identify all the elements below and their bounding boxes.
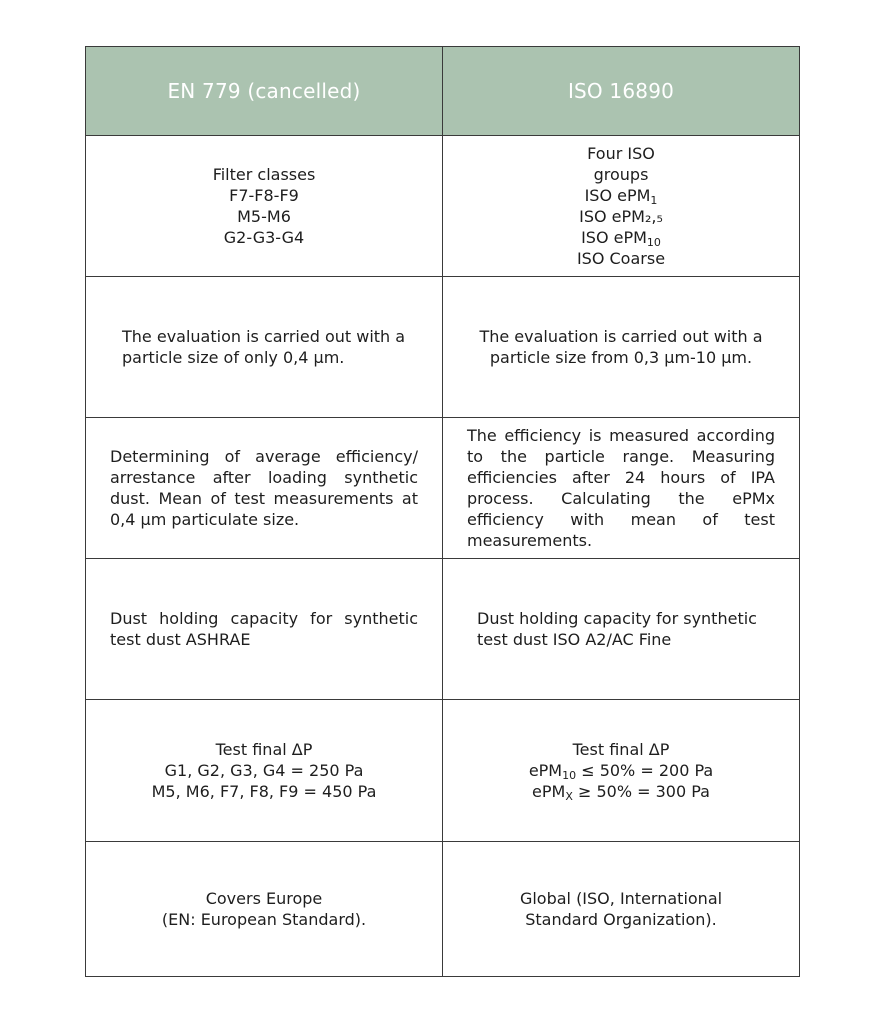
en-pressure-line: G1, G2, G3, G4 = 250 Pa bbox=[164, 761, 364, 780]
table-row bbox=[86, 842, 800, 977]
iso-coverage-line: Standard Organization). bbox=[525, 910, 717, 929]
en-particle-size-cell: The evaluation is carried out with a particle size of only 0,4 µm. bbox=[86, 277, 443, 418]
en-efficiency-cell: Determining of average efficiency/ arrestance after loading synthetic dust. Mean of test measurements at 0,4 µm particulate size. bbox=[86, 418, 443, 559]
iso-coverage-cell bbox=[443, 842, 800, 977]
iso-efficiency-cell: The efficiency is measured according to the particle range. Measuring efficiencies after 24 hours of IPA process. Calculating the ePMx efficiency with mean of test measurements. bbox=[443, 418, 800, 559]
en-pressure-line: M5, M6, F7, F8, F9 = 450 Pa bbox=[151, 782, 377, 801]
iso-coverage-line: Global (ISO, International bbox=[519, 889, 723, 908]
table-row bbox=[86, 418, 800, 559]
iso-dust-cell: Dust holding capacity for synthetic test dust ISO A2/AC Fine bbox=[443, 559, 800, 700]
header-en779: EN 779 (cancelled) bbox=[86, 47, 443, 136]
iso-groups-line: groups bbox=[593, 165, 649, 184]
iso-groups-line: ISO ePM₂,₅ bbox=[579, 207, 663, 226]
iso-groups-line: Four ISO bbox=[587, 144, 655, 163]
iso-pressure-line: Test final ΔP bbox=[572, 740, 670, 759]
table-row bbox=[86, 277, 800, 418]
comparison-table bbox=[85, 46, 800, 977]
en-pressure-line: Test final ΔP bbox=[215, 740, 313, 759]
iso-groups-line: ISO Coarse bbox=[576, 249, 666, 268]
en-classes-cell bbox=[86, 136, 443, 277]
header-row bbox=[86, 47, 800, 136]
en-classes-line: F7-F8-F9 bbox=[229, 186, 299, 205]
en-classes-line: Filter classes bbox=[212, 165, 316, 184]
en-pressure-cell bbox=[86, 700, 443, 842]
iso-groups-cell bbox=[443, 136, 800, 277]
table-row bbox=[86, 559, 800, 700]
table-row bbox=[86, 700, 800, 842]
iso-particle-size-cell: The evaluation is carried out with a particle size from 0,3 µm-10 µm. bbox=[443, 277, 800, 418]
iso-groups-line: ISO ePM$_1$ bbox=[584, 186, 658, 207]
header-iso16890: ISO 16890 bbox=[443, 47, 800, 136]
en-classes-line: M5-M6 bbox=[237, 207, 291, 226]
en-dust-cell: Dust holding capacity for synthetic test dust ASHRAE bbox=[86, 559, 443, 700]
en-coverage-cell bbox=[86, 842, 443, 977]
en-classes-line: G2-G3-G4 bbox=[223, 228, 305, 247]
en-coverage-line: Covers Europe bbox=[205, 889, 323, 908]
iso-pressure-line: ePM$_{10}$ ≤ 50% = 200 Pa bbox=[528, 761, 714, 782]
iso-groups-line: ISO ePM$_{10}$ bbox=[581, 228, 661, 249]
iso-pressure-cell bbox=[443, 700, 800, 842]
table-row bbox=[86, 136, 800, 277]
iso-pressure-line: ePM$_X$ ≥ 50% = 300 Pa bbox=[532, 782, 710, 803]
en-coverage-line: (EN: European Standard). bbox=[161, 910, 367, 929]
